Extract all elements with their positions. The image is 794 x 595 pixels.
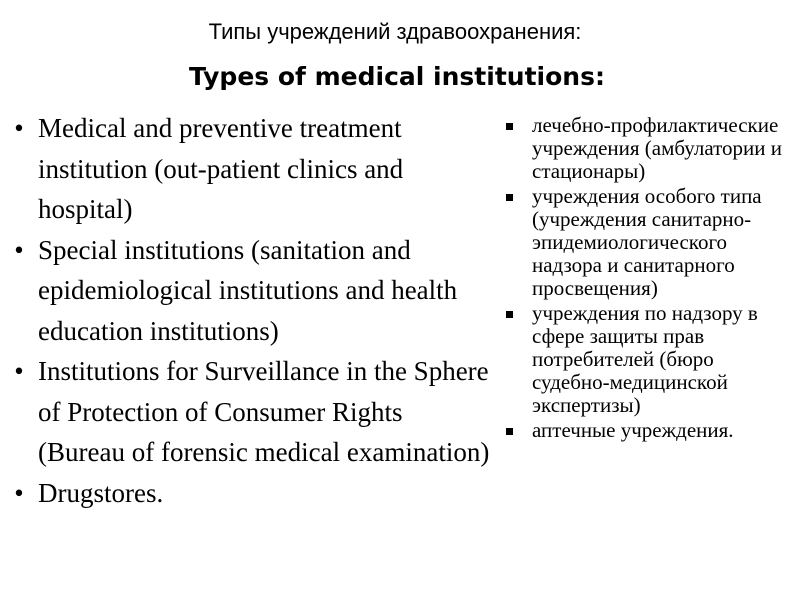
bullet-dot-icon: • xyxy=(14,477,24,508)
list-item-text: учреждения особого типа (учреждения санитарно-эпидемиологического надзора и санитарного просвещения) xyxy=(532,183,762,301)
list-item xyxy=(498,114,792,184)
russian-bullet-list xyxy=(498,114,792,442)
bullet-dot-icon: • xyxy=(14,356,24,386)
english-bullet-list xyxy=(12,108,490,513)
list-item xyxy=(498,302,792,418)
slide-title: Types of medical institutions: xyxy=(189,62,605,91)
list-item-text: лечебно-профилактические учреждения (амбулатории и стационары) xyxy=(532,113,782,184)
subtitle-text: Типы учреждений здравоохранения: xyxy=(208,19,582,44)
list-item xyxy=(12,108,490,230)
list-item-text: Institutions for Surveillance in the Sphere of Protection of Consumer Rights (Bureau of forensic medical examination) xyxy=(38,356,490,467)
list-item-text: Special institutions (sanitation and epidemiological institutions and health education institutions) xyxy=(38,234,458,346)
list-item xyxy=(12,230,490,352)
list-item-text: Drugstores. xyxy=(38,477,164,508)
square-bullet-icon xyxy=(506,428,513,435)
list-item xyxy=(498,185,792,301)
square-bullet-icon xyxy=(506,194,513,201)
list-item xyxy=(12,473,490,514)
square-bullet-icon xyxy=(506,123,513,130)
square-bullet-icon xyxy=(506,311,513,318)
bullet-dot-icon: • xyxy=(14,113,24,143)
list-item xyxy=(498,419,792,442)
list-item-text: аптечные учреждения. xyxy=(532,417,734,442)
list-item-text: Medical and preventive treatment institution (out-patient clinics and hospital) xyxy=(38,113,404,224)
bullet-dot-icon: • xyxy=(14,234,24,265)
slide-subtitle-russian xyxy=(0,18,794,46)
list-item-text: учреждения по надзору в сфере защиты прав потребителей (бюро судебно-медицинской экспертизы) xyxy=(532,300,758,418)
list-item xyxy=(12,351,490,473)
